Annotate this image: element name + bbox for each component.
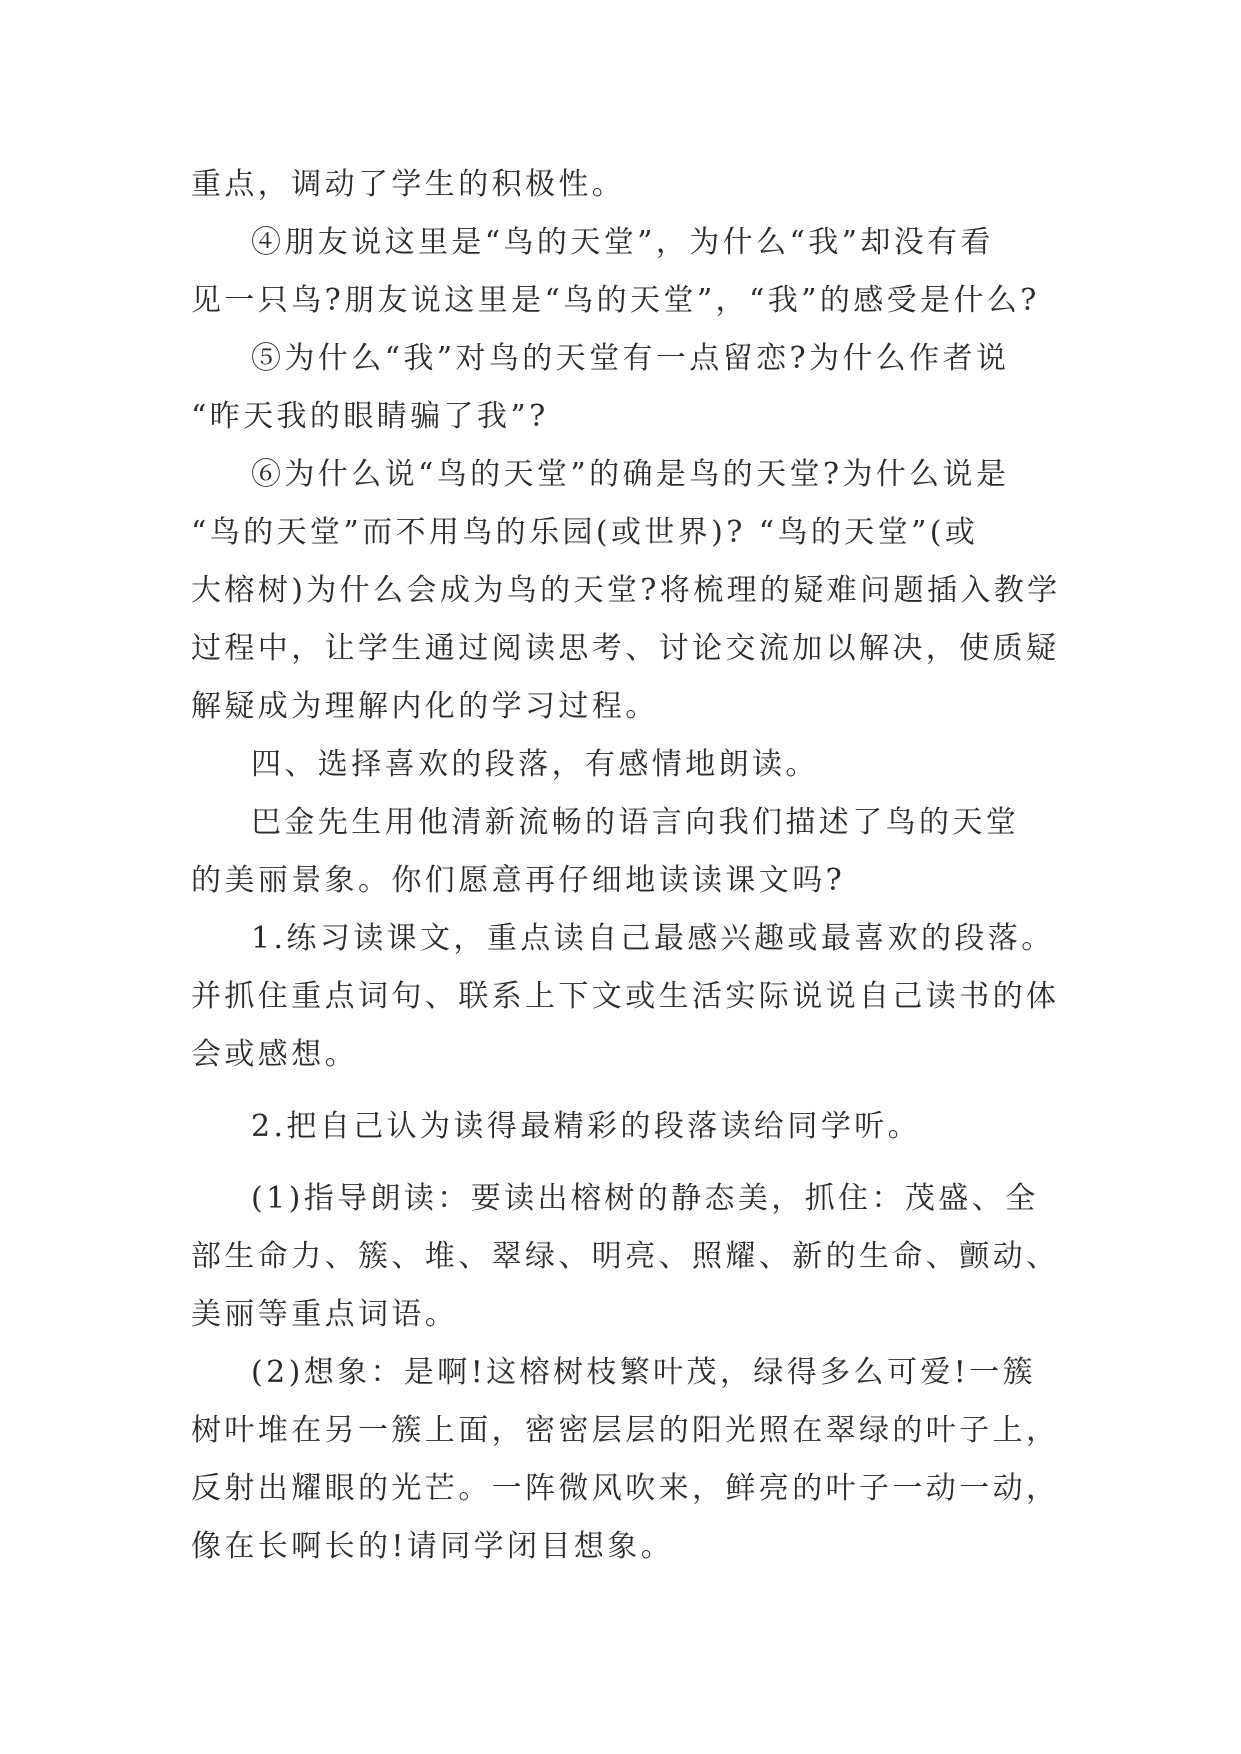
text-line: “鸟的天堂”而不用鸟的乐园(或世界)? “鸟的天堂”(或 (191, 515, 979, 550)
text-line: “昨天我的眼睛骗了我”? (191, 399, 549, 434)
text-line: 部生命力、簇、堆、翠绿、明亮、照耀、新的生命、颤动、 (191, 1239, 1060, 1274)
sub-item-2: (2)想象：是啊!这榕树枝繁叶茂，绿得多么可爱!一簇 (251, 1355, 1037, 1390)
text-line: 解疑成为理解内化的学习过程。 (191, 689, 659, 724)
text-line: 重点，调动了学生的积极性。 (191, 167, 626, 202)
paragraph-question-6: ⑥为什么说“鸟的天堂”的确是鸟的天堂?为什么说是 (251, 457, 1010, 492)
text-line: 并抓住重点词句、联系上下文或生活实际说说自己读书的体 (191, 979, 1060, 1014)
text-line: 大榕树)为什么会成为鸟的天堂?将梳理的疑难问题插入教学 (191, 573, 1061, 608)
sub-item-1: (1)指导朗读：要读出榕树的静态美，抓住：茂盛、全 (251, 1181, 1039, 1216)
paragraph-intro: 巴金先生用他清新流畅的语言向我们描述了鸟的天堂 (251, 805, 1020, 840)
text-line: 的美丽景象。你们愿意再仔细地读读课文吗? (191, 863, 846, 898)
text-line: 会或感想。 (191, 1037, 358, 1072)
text-line: 美丽等重点词语。 (191, 1297, 459, 1332)
text-line: 过程中，让学生通过阅读思考、讨论交流加以解决，使质疑 (191, 631, 1060, 666)
text-line: 像在长啊长的!请同学闭目想象。 (191, 1529, 675, 1564)
list-item-2: 2.把自己认为读得最精彩的段落读给同学听。 (251, 1109, 922, 1144)
paragraph-question-5: ⑤为什么“我”对鸟的天堂有一点留恋?为什么作者说 (251, 341, 1010, 376)
text-line: 反射出耀眼的光芒。一阵微风吹来，鲜亮的叶子一动一动， (191, 1471, 1060, 1506)
text-line: 树叶堆在另一簇上面，密密层层的阳光照在翠绿的叶子上， (191, 1413, 1060, 1448)
text-line: 见一只鸟?朋友说这里是“鸟的天堂”，“我”的感受是什么? (191, 283, 1040, 318)
paragraph-question-4: ④朋友说这里是“鸟的天堂”，为什么“我”却没有看 (251, 225, 994, 260)
list-item-1: 1.练习读课文，重点读自己最感兴趣或最喜欢的段落。 (251, 921, 1055, 956)
section-heading-4: 四、选择喜欢的段落，有感情地朗读。 (251, 747, 819, 782)
